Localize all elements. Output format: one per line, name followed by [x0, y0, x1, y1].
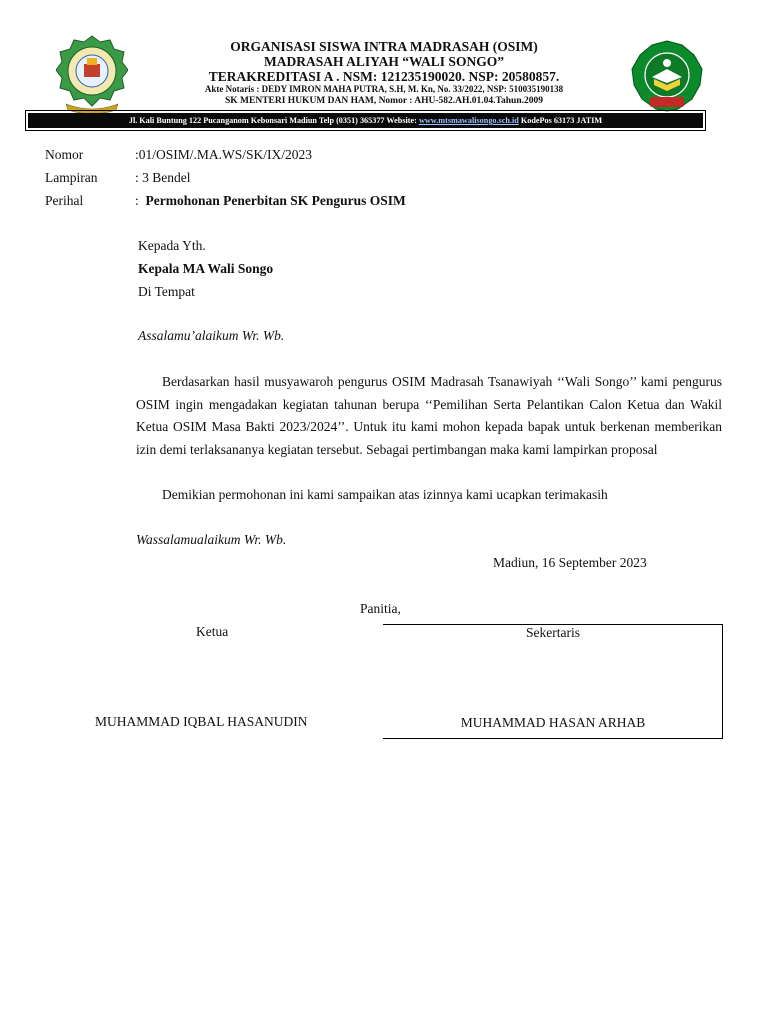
address-bar	[25, 110, 706, 131]
ministry-decree-line: SK MENTERI HUKUM DAN HAM, Nomor : AHU-582.AH.01.04.Tahun.2009	[224, 96, 543, 106]
committee-label: Panitia,	[360, 601, 401, 616]
paragraph-2-text: Demikian permohonan ini kami sampaikan atas izinnya kami ucapkan terimakasih	[162, 487, 608, 502]
recipient-place: Di Tempat	[138, 284, 195, 299]
lampiran-label: Lampiran	[45, 170, 98, 185]
letter-date: Madiun, 16 September 2023	[493, 555, 647, 570]
paragraph-1-text: Berdasarkan hasil musyawaroh pengurus OSIM Madrasah Tsanawiyah ‘‘Wali Songo’’ kami pengurus OSIM ingin mengadakan kegiatan tahunan berupa ‘‘Pemilihan Serta Pelantikan Calon Ketua dan Wakil Ketua OSIM Masa Bakti 2023/2024’’. Untuk itu kami mohon kepada bapak untuk berkenan memberikan izin demi terlaksananya kegiatan tersebut. Sebagai pertimbangan maka kami lampirkan proposal	[136, 374, 722, 457]
address-suffix: KodePos 63173 JATIM	[518, 116, 603, 125]
meta-row-perihal	[45, 193, 406, 209]
secretary-signature-box	[383, 624, 723, 739]
salutation: Assalamu’alaikum Wr. Wb.	[138, 328, 285, 343]
notary-line: Akte Notaris : DEDY IMRON MAHA PUTRA, S.H, M. Kn, No. 33/2022, NSP: 510035190138	[204, 84, 564, 94]
recipient-name: Kepala MA Wali Songo	[138, 261, 274, 276]
body-paragraph-1	[136, 371, 722, 461]
perihal-label: Perihal	[45, 193, 84, 208]
meta-row-lampiran	[45, 170, 191, 186]
website-link[interactable]: www.mtsmawalisongo.sch.id	[418, 116, 519, 125]
secretary-name: MUHAMMAD HASAN ARHAB	[460, 715, 646, 730]
school-name: MADRASAH ALIYAH “WALI SONGO”	[264, 54, 504, 69]
meta-row-nomor	[45, 147, 312, 163]
org-name: ORGANISASI SISWA INTRA MADRASAH (OSIM)	[230, 39, 538, 54]
letterhead	[0, 0, 768, 135]
secretary-title: Sekertaris	[526, 625, 580, 640]
lampiran-value: : 3 Bendel	[135, 170, 191, 185]
address-text	[28, 113, 703, 128]
address-prefix: Jl. Kali Buntung 122 Pucanganom Kebonsari Madiun Telp (0351) 365377 Website:	[128, 116, 419, 125]
chair-name: MUHAMMAD IQBAL HASANUDIN	[95, 714, 308, 729]
nomor-label: Nomor	[45, 147, 84, 162]
perihal-value: Permohonan Penerbitan SK Pengurus OSIM	[145, 193, 406, 208]
body-paragraph-2	[136, 484, 722, 507]
nomor-value: :01/OSIM/.MA.WS/SK/IX/2023	[135, 147, 313, 162]
accreditation-line: TERAKREDITASI A . NSM: 121235190020. NSP: 20580857.	[208, 69, 560, 84]
recipient-greeting: Kepada Yth.	[138, 238, 206, 253]
school-emblem-logo	[56, 34, 128, 114]
osim-badge-logo	[622, 39, 712, 113]
perihal-colon: :	[135, 193, 146, 208]
closing: Wassalamualaikum Wr. Wb.	[136, 532, 287, 547]
chair-title: Ketua	[196, 624, 229, 639]
